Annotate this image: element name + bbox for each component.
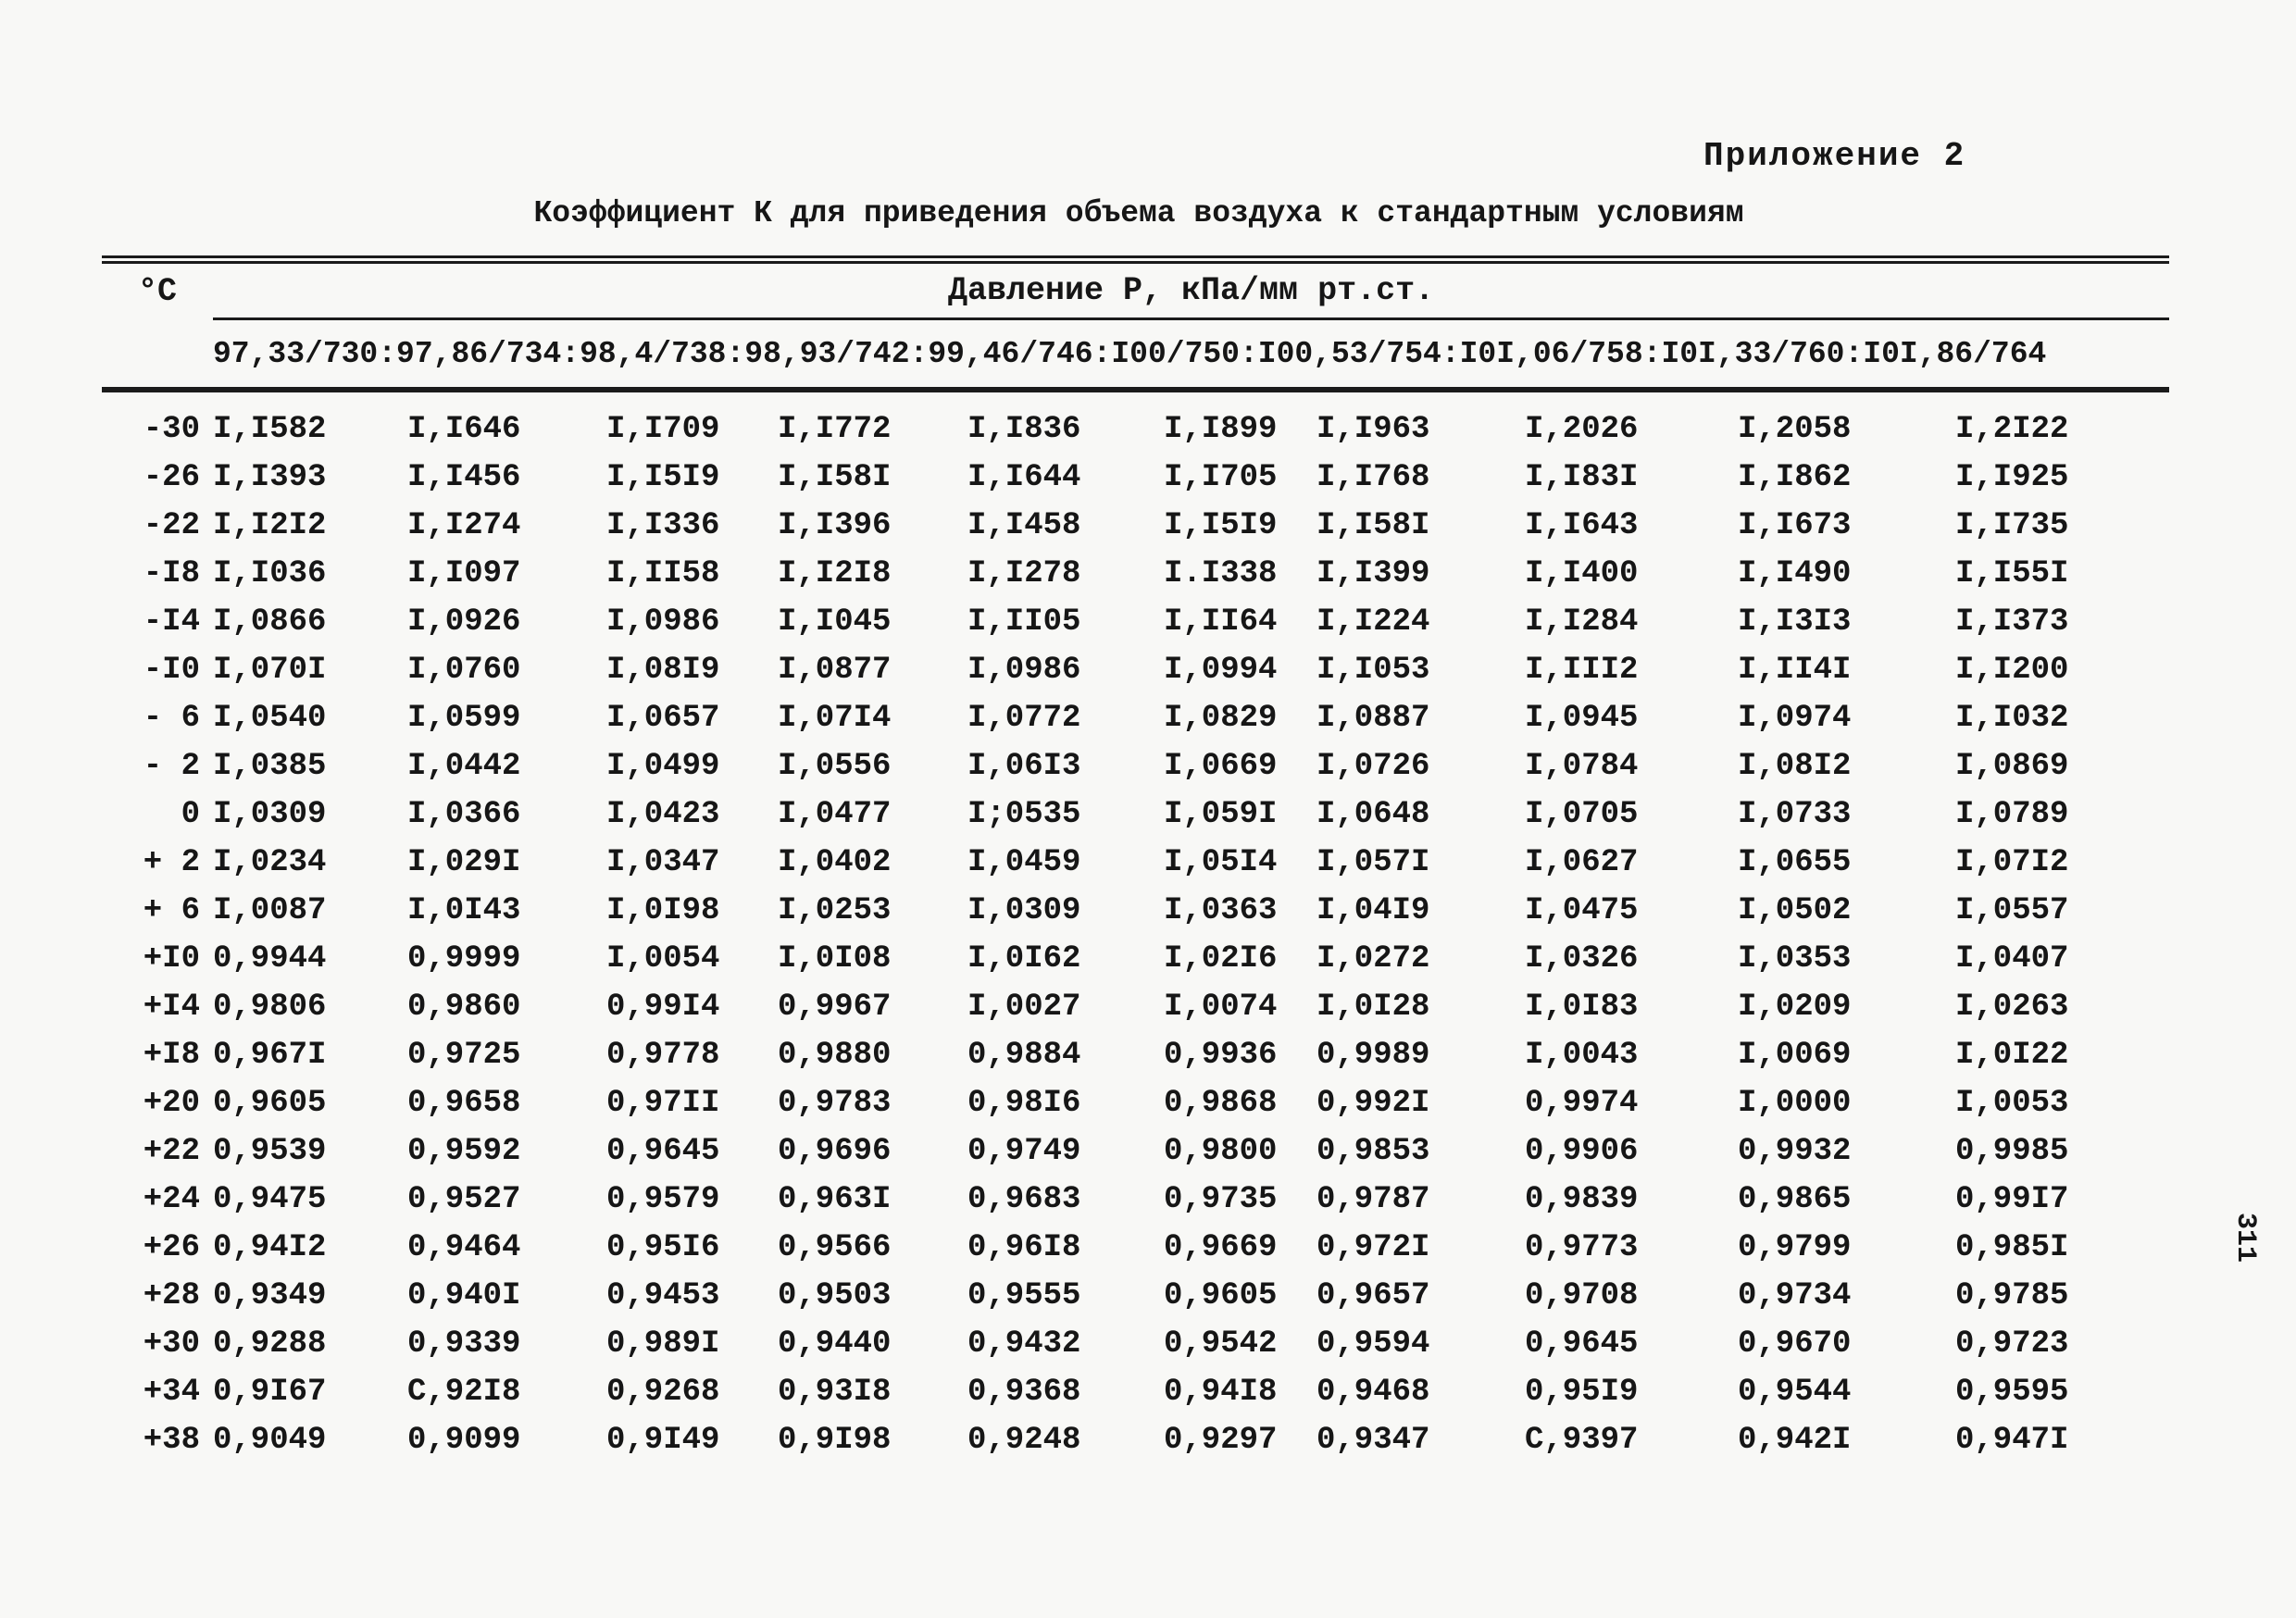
value-cell: 0,989I (606, 1326, 720, 1362)
value-cell: I,0I62 (967, 941, 1081, 977)
value-cell: I,I58I (1316, 508, 1430, 543)
value-cell: I,0309 (967, 893, 1081, 928)
table-row (102, 694, 2169, 742)
value-cell: I,0627 (1525, 845, 1639, 880)
value-cell: 0,9347 (1316, 1423, 1430, 1458)
value-cell: 0,9853 (1316, 1134, 1430, 1169)
value-cell: I,0733 (1738, 797, 1852, 832)
value-cell: I,0726 (1316, 749, 1430, 784)
temp-cell: +28 (143, 1278, 200, 1313)
value-cell: I,I045 (778, 604, 892, 640)
value-cell: I,0866 (213, 604, 327, 640)
value-cell: C,92I8 (407, 1375, 521, 1410)
value-cell: I,I646 (407, 412, 521, 447)
value-cell: 0,9592 (407, 1134, 521, 1169)
value-cell: I,I768 (1316, 460, 1430, 495)
value-cell: I,0540 (213, 701, 327, 736)
table-row (102, 502, 2169, 550)
value-cell: 0,9778 (606, 1038, 720, 1073)
value-cell: I,II4I (1738, 653, 1852, 688)
value-cell: 0,9595 (1955, 1375, 2069, 1410)
value-cell: I,I55I (1955, 556, 2069, 591)
value-cell: 0,9683 (967, 1182, 1081, 1217)
value-cell: 0,9605 (213, 1086, 327, 1121)
value-cell: I,II64 (1164, 604, 1278, 640)
value-cell: 0,9432 (967, 1326, 1081, 1362)
value-cell: 0,9989 (1316, 1038, 1430, 1073)
value-cell: 0,9773 (1525, 1230, 1639, 1265)
table-row (102, 935, 2169, 983)
value-cell: I,I278 (967, 556, 1081, 591)
value-cell: 0,95I6 (606, 1230, 720, 1265)
temp-cell: +30 (143, 1326, 200, 1362)
value-cell: I,0263 (1955, 989, 2069, 1025)
value-cell: 0,9I98 (778, 1423, 892, 1458)
value-cell: 0,9579 (606, 1182, 720, 1217)
value-cell: I,I284 (1525, 604, 1639, 640)
value-cell: I,2058 (1738, 412, 1852, 447)
value-cell: 0,9049 (213, 1423, 327, 1458)
table-row (102, 742, 2169, 790)
value-cell: 0,940I (407, 1278, 521, 1313)
value-cell: 0,942I (1738, 1423, 1852, 1458)
side-page-number: 311 (2228, 1212, 2261, 1263)
value-cell: I,I458 (967, 508, 1081, 543)
value-cell: I,0309 (213, 797, 327, 832)
value-cell: I,0657 (606, 701, 720, 736)
value-cell: I,0209 (1738, 989, 1852, 1025)
value-cell: 0,967I (213, 1038, 327, 1073)
value-cell: 0,9906 (1525, 1134, 1639, 1169)
value-cell: I,04I9 (1316, 893, 1430, 928)
value-cell: I,I5I9 (606, 460, 720, 495)
value-cell: I,0363 (1164, 893, 1278, 928)
value-cell: I,0053 (1955, 1086, 2069, 1121)
table-body (102, 390, 2169, 1464)
table-row (102, 887, 2169, 935)
value-cell: 0,98I6 (967, 1086, 1081, 1121)
value-cell: I,I836 (967, 412, 1081, 447)
value-cell: I,2I22 (1955, 412, 2069, 447)
value-cell: 0,9544 (1738, 1375, 1852, 1410)
value-cell: I,0499 (606, 749, 720, 784)
value-cell: I,0669 (1164, 749, 1278, 784)
value-cell: I,0442 (407, 749, 521, 784)
value-cell: 0,9475 (213, 1182, 327, 1217)
value-cell: I,I925 (1955, 460, 2069, 495)
value-cell: 0,9783 (778, 1086, 892, 1121)
table-header-row (102, 260, 2169, 319)
table-row (102, 390, 2169, 454)
value-cell: I,0407 (1955, 941, 2069, 977)
table-row (102, 839, 2169, 887)
value-cell: 0,9555 (967, 1278, 1081, 1313)
value-cell: I,I643 (1525, 508, 1639, 543)
table-row (102, 454, 2169, 502)
value-cell: 0,9723 (1955, 1326, 2069, 1362)
value-cell: I,I673 (1738, 508, 1852, 543)
value-cell: 0,9868 (1164, 1086, 1278, 1121)
value-cell: I,08I2 (1738, 749, 1852, 784)
value-cell: I,I5I9 (1164, 508, 1278, 543)
value-cell: I,0974 (1738, 701, 1852, 736)
temp-cell: 0 (181, 797, 200, 832)
table-row (102, 983, 2169, 1031)
value-cell: 0,9880 (778, 1038, 892, 1073)
value-cell: I,I772 (778, 412, 892, 447)
value-cell: 0,9974 (1525, 1086, 1639, 1121)
temp-cell: -22 (143, 508, 200, 543)
value-cell: 0,9099 (407, 1423, 521, 1458)
value-cell: I,0599 (407, 701, 521, 736)
temp-cell: -30 (143, 412, 200, 447)
value-cell: I,0926 (407, 604, 521, 640)
value-cell: 0,9645 (1525, 1326, 1639, 1362)
value-cell: I,0326 (1525, 941, 1639, 977)
value-cell: I,0829 (1164, 701, 1278, 736)
value-cell: I,0I22 (1955, 1038, 2069, 1073)
value-cell: I,I200 (1955, 653, 2069, 688)
value-cell: I,0887 (1316, 701, 1430, 736)
value-cell: I;0535 (967, 797, 1081, 832)
value-cell: I,0234 (213, 845, 327, 880)
value-cell: I,I83I (1525, 460, 1639, 495)
value-cell: I,0877 (778, 653, 892, 688)
value-cell: I,070I (213, 653, 327, 688)
table-row (102, 598, 2169, 646)
value-cell: I,2026 (1525, 412, 1639, 447)
value-cell: I,I036 (213, 556, 327, 591)
value-cell: I,0772 (967, 701, 1081, 736)
value-cell: I,0074 (1164, 989, 1278, 1025)
appendix-label: Приложение 2 (1703, 137, 1966, 175)
value-cell: I,0253 (778, 893, 892, 928)
value-cell: I,0784 (1525, 749, 1639, 784)
value-cell: I,I490 (1738, 556, 1852, 591)
value-cell: 0,9734 (1738, 1278, 1852, 1313)
value-cell: I,0043 (1525, 1038, 1639, 1073)
value-cell: I,I735 (1955, 508, 2069, 543)
table-row (102, 1127, 2169, 1176)
value-cell: I,0557 (1955, 893, 2069, 928)
value-cell: I,0087 (213, 893, 327, 928)
table-row (102, 1079, 2169, 1127)
value-cell: 0,9349 (213, 1278, 327, 1313)
temp-cell: +34 (143, 1375, 200, 1410)
table-row (102, 1272, 2169, 1320)
value-cell: I,0069 (1738, 1038, 1852, 1073)
value-cell: 0,9787 (1316, 1182, 1430, 1217)
value-cell: 0,9725 (407, 1038, 521, 1073)
value-cell: 0,9440 (778, 1326, 892, 1362)
value-cell: I,029I (407, 845, 521, 880)
value-cell: 0,9594 (1316, 1326, 1430, 1362)
value-cell: I,0869 (1955, 749, 2069, 784)
value-cell: 0,9248 (967, 1423, 1081, 1458)
table-row (102, 1320, 2169, 1368)
value-cell: I,I373 (1955, 604, 2069, 640)
value-cell: I,0I08 (778, 941, 892, 977)
value-cell: 0,93I8 (778, 1375, 892, 1410)
value-cell: C,9397 (1525, 1423, 1639, 1458)
value-cell: 0,9749 (967, 1134, 1081, 1169)
value-cell: I,0I43 (407, 893, 521, 928)
table-row (102, 1368, 2169, 1416)
value-cell: I,I097 (407, 556, 521, 591)
value-cell: 0,9735 (1164, 1182, 1278, 1217)
value-cell: 0,9799 (1738, 1230, 1852, 1265)
value-cell: I,0655 (1738, 845, 1852, 880)
value-cell: 0,9268 (606, 1375, 720, 1410)
value-cell: I,0054 (606, 941, 720, 977)
value-cell: 0,9339 (407, 1326, 521, 1362)
value-cell: I,II05 (967, 604, 1081, 640)
temp-cell: -26 (143, 460, 200, 495)
value-cell: I,0994 (1164, 653, 1278, 688)
value-cell: 0,9542 (1164, 1326, 1278, 1362)
value-cell: I,07I2 (1955, 845, 2069, 880)
value-cell: 0,947I (1955, 1423, 2069, 1458)
value-cell: I,0027 (967, 989, 1081, 1025)
value-cell: I,0423 (606, 797, 720, 832)
temp-cell: +22 (143, 1134, 200, 1169)
value-cell: 0,9670 (1738, 1326, 1852, 1362)
temp-cell: +26 (143, 1230, 200, 1265)
value-cell: I.I338 (1164, 556, 1278, 591)
value-cell: I,0945 (1525, 701, 1639, 736)
value-cell: 0,9806 (213, 989, 327, 1025)
value-cell: I,I399 (1316, 556, 1430, 591)
value-cell: I,0402 (778, 845, 892, 880)
value-cell: I,I644 (967, 460, 1081, 495)
value-cell: 0,96I8 (967, 1230, 1081, 1265)
value-cell: I,0385 (213, 749, 327, 784)
value-cell: I,0475 (1525, 893, 1639, 928)
value-cell: I,I3I3 (1738, 604, 1852, 640)
value-cell: I,059I (1164, 797, 1278, 832)
temp-cell: +I0 (143, 941, 200, 977)
value-cell: 0,9936 (1164, 1038, 1278, 1073)
value-cell: I,I2I2 (213, 508, 327, 543)
value-cell: 0,9669 (1164, 1230, 1278, 1265)
value-cell: I,0705 (1525, 797, 1639, 832)
value-cell: 0,94I2 (213, 1230, 327, 1265)
value-cell: 0,9566 (778, 1230, 892, 1265)
temp-column-header: °С (137, 272, 177, 310)
value-cell: 0,9658 (407, 1086, 521, 1121)
value-cell: 0,9297 (1164, 1423, 1278, 1458)
value-cell: I,II58 (606, 556, 720, 591)
temp-cell: -I0 (143, 653, 200, 688)
value-cell: I,I053 (1316, 653, 1430, 688)
value-cell: I,08I9 (606, 653, 720, 688)
value-cell: I,I224 (1316, 604, 1430, 640)
value-cell: 0,9368 (967, 1375, 1081, 1410)
value-cell: 0,992I (1316, 1086, 1430, 1121)
value-cell: 0,9708 (1525, 1278, 1639, 1313)
value-cell: 0,9503 (778, 1278, 892, 1313)
value-cell: 0,9860 (407, 989, 521, 1025)
temp-cell: +38 (143, 1423, 200, 1458)
value-cell: 0,94I8 (1164, 1375, 1278, 1410)
value-cell: I,0986 (606, 604, 720, 640)
value-cell: I,05I4 (1164, 845, 1278, 880)
value-cell: 0,9464 (407, 1230, 521, 1265)
value-cell: I,0353 (1738, 941, 1852, 977)
value-cell: I,0I28 (1316, 989, 1430, 1025)
value-cell: I,0789 (1955, 797, 2069, 832)
value-cell: 0,9967 (778, 989, 892, 1025)
value-cell: 0,9657 (1316, 1278, 1430, 1313)
value-cell: I,0459 (967, 845, 1081, 880)
temp-cell: + 6 (143, 893, 200, 928)
coefficient-table (102, 255, 2169, 1464)
value-cell: I,I709 (606, 412, 720, 447)
pressure-columns-row (102, 319, 2169, 391)
value-cell: 0,985I (1955, 1230, 2069, 1265)
temp-cell: + 2 (143, 845, 200, 880)
pressure-header: Давление Р, кПа/мм рт.ст. (213, 260, 2169, 319)
value-cell: I,0I98 (606, 893, 720, 928)
value-cell: I,0477 (778, 797, 892, 832)
value-cell: I,0648 (1316, 797, 1430, 832)
value-cell: 0,9288 (213, 1326, 327, 1362)
value-cell: 0,9605 (1164, 1278, 1278, 1313)
temp-cell: +24 (143, 1182, 200, 1217)
value-cell: I,I582 (213, 412, 327, 447)
value-cell: 0,9932 (1738, 1134, 1852, 1169)
value-cell: 0,9539 (213, 1134, 327, 1169)
value-cell: 0,9696 (778, 1134, 892, 1169)
value-cell: 0,9839 (1525, 1182, 1639, 1217)
value-cell: I,057I (1316, 845, 1430, 880)
value-cell: 0,9999 (407, 941, 521, 977)
value-cell: 0,9I67 (213, 1375, 327, 1410)
value-cell: 0,9884 (967, 1038, 1081, 1073)
temp-cell: -I4 (143, 604, 200, 640)
value-cell: 0,9645 (606, 1134, 720, 1169)
value-cell: I,I274 (407, 508, 521, 543)
value-cell: I,0000 (1738, 1086, 1852, 1121)
table-row (102, 646, 2169, 694)
value-cell: 0,9785 (1955, 1278, 2069, 1313)
value-cell: 0,9865 (1738, 1182, 1852, 1217)
temp-cell: +20 (143, 1086, 200, 1121)
value-cell: I,I862 (1738, 460, 1852, 495)
value-cell: I,0760 (407, 653, 521, 688)
value-cell: 0,9985 (1955, 1134, 2069, 1169)
temp-cell: - 6 (143, 701, 200, 736)
value-cell: 0,95I9 (1525, 1375, 1639, 1410)
value-cell: 0,9944 (213, 941, 327, 977)
value-cell: I,I336 (606, 508, 720, 543)
value-cell: I,I400 (1525, 556, 1639, 591)
value-cell: I,I456 (407, 460, 521, 495)
value-cell: I,I705 (1164, 460, 1278, 495)
value-cell: 0,99I7 (1955, 1182, 2069, 1217)
value-cell: 0,972I (1316, 1230, 1430, 1265)
value-cell: I,0I83 (1525, 989, 1639, 1025)
value-cell: 0,9527 (407, 1182, 521, 1217)
value-cell: I,I393 (213, 460, 327, 495)
value-cell: I,I396 (778, 508, 892, 543)
table-row (102, 1176, 2169, 1224)
value-cell: I,I58I (778, 460, 892, 495)
value-cell: I,I2I8 (778, 556, 892, 591)
temp-spacer (102, 319, 213, 391)
value-cell: I,III2 (1525, 653, 1639, 688)
value-cell: I,I899 (1164, 412, 1278, 447)
value-cell: I,0502 (1738, 893, 1852, 928)
value-cell: I,06I3 (967, 749, 1081, 784)
table-row (102, 1031, 2169, 1079)
value-cell: I,0347 (606, 845, 720, 880)
temp-cell: +I8 (143, 1038, 200, 1073)
value-cell: I,02I6 (1164, 941, 1278, 977)
value-cell: 0,9453 (606, 1278, 720, 1313)
value-cell: 0,99I4 (606, 989, 720, 1025)
temp-cell: -I8 (143, 556, 200, 591)
value-cell: 0,9I49 (606, 1423, 720, 1458)
table-row (102, 550, 2169, 598)
temp-cell: - 2 (143, 749, 200, 784)
value-cell: I,0366 (407, 797, 521, 832)
temp-cell: +I4 (143, 989, 200, 1025)
document-title: Коэффициент К для приведения объема воздуха к стандартным условиям (533, 196, 1744, 230)
value-cell: I,0986 (967, 653, 1081, 688)
value-cell: 0,9800 (1164, 1134, 1278, 1169)
pressure-columns-label: 97,33/730:97,86/734:98,4/738:98,93/742:99,46/746:I00/750:I00,53/754:I0I,06/758:I0I,33/760:I0I,86/764 (213, 319, 2169, 391)
value-cell: I,I032 (1955, 701, 2069, 736)
value-cell: I,07I4 (778, 701, 892, 736)
value-cell: 0,97II (606, 1086, 720, 1121)
value-cell: I,0556 (778, 749, 892, 784)
value-cell: 0,963I (778, 1182, 892, 1217)
value-cell: I,0272 (1316, 941, 1430, 977)
value-cell: I,I963 (1316, 412, 1430, 447)
table-row (102, 790, 2169, 839)
table-row (102, 1224, 2169, 1272)
table-row (102, 1416, 2169, 1464)
value-cell: 0,9468 (1316, 1375, 1430, 1410)
